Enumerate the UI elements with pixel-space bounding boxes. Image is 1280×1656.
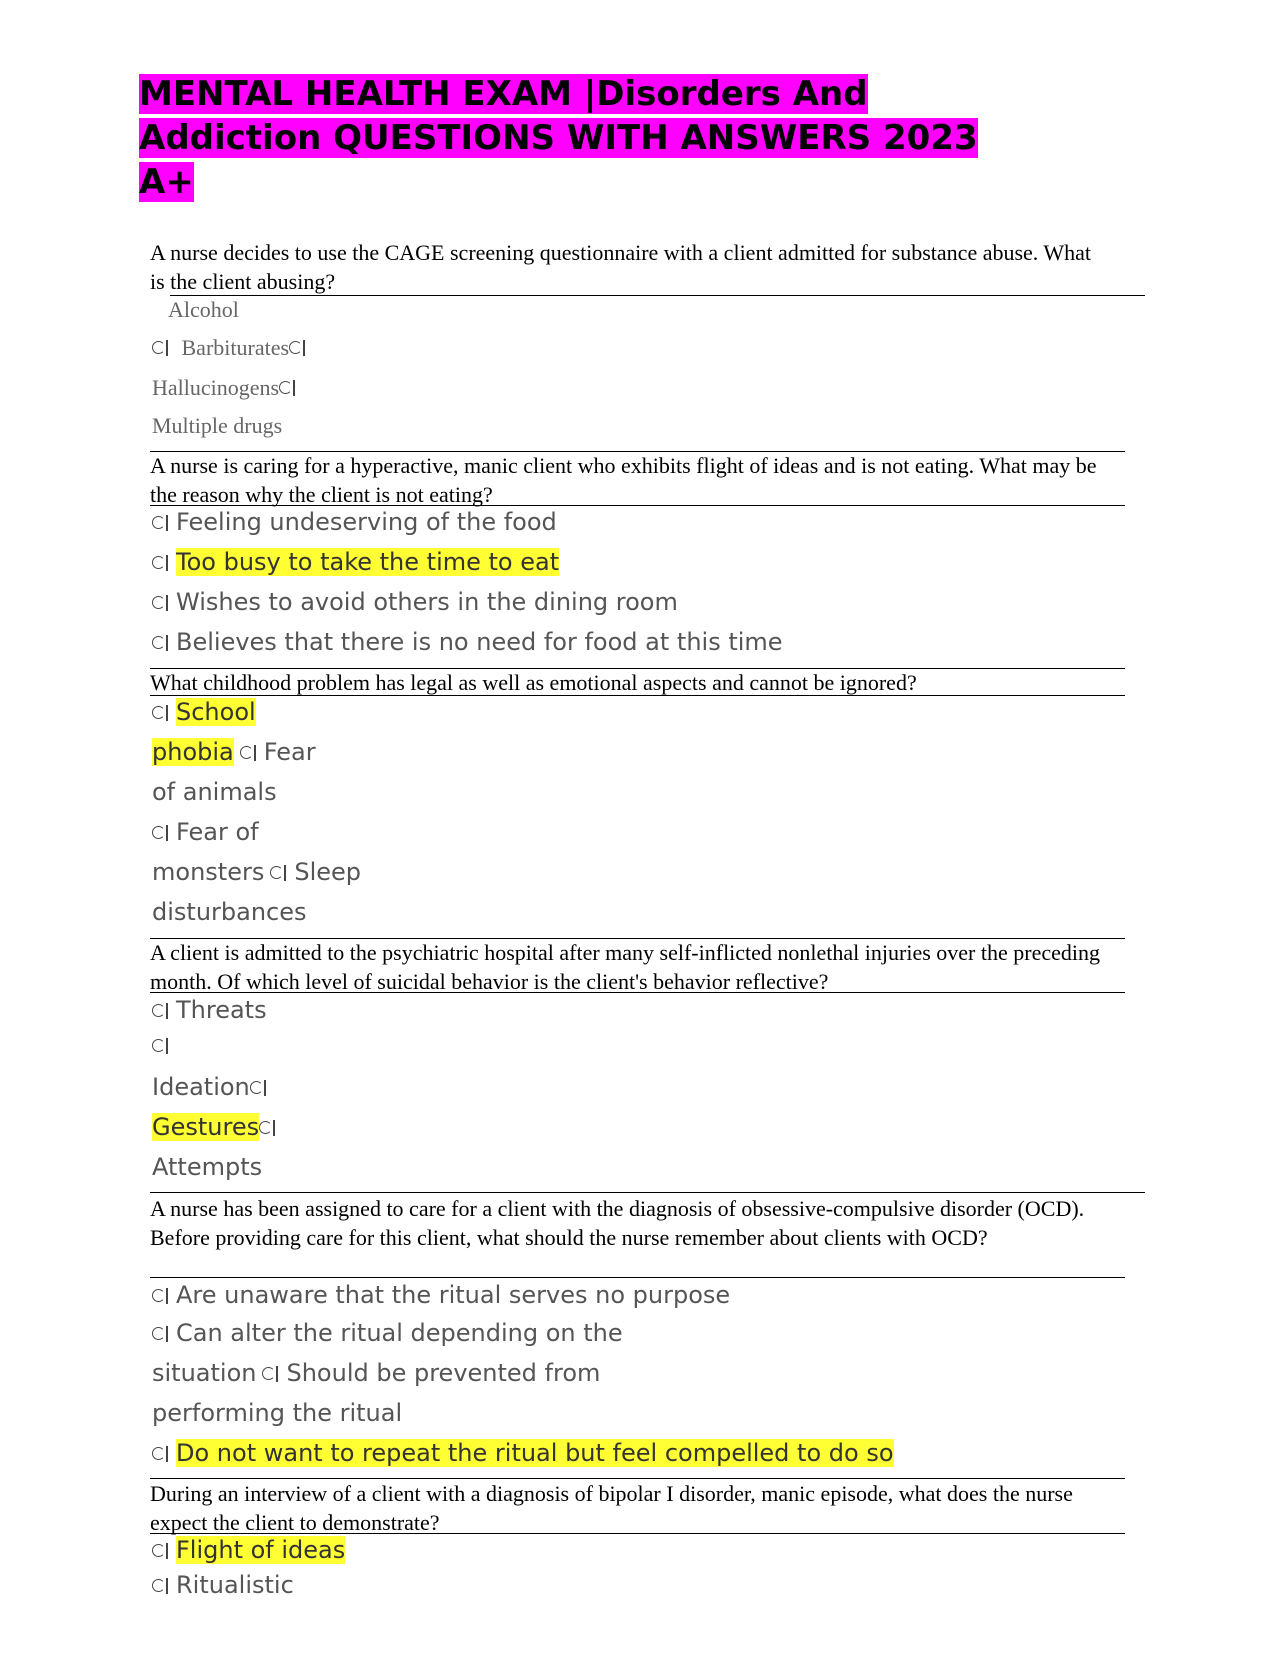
divider [150,1192,1145,1193]
radio-icon[interactable] [152,825,168,841]
q1-option-row [152,373,303,403]
q4-option-threats[interactable]: Threats [176,996,267,1024]
q4-option-row [152,995,267,1025]
divider [170,295,1145,296]
q6-option-ritualistic[interactable]: Ritualistic [176,1571,294,1599]
q3-option-school-answer[interactable]: School [176,698,256,726]
q5-option-row [152,1438,894,1468]
radio-icon[interactable] [240,745,256,761]
q5-option-a[interactable]: Are unaware that the ritual serves no purpose [176,1281,731,1309]
q1-option-row [152,333,313,363]
q2-option-a[interactable]: Feeling undeserving of the food [176,508,557,536]
radio-icon[interactable] [152,705,168,721]
q5-option-b-cont[interactable]: situation [152,1359,257,1387]
q5-option-d-answer[interactable]: Do not want to repeat the ritual but feel compelled to do so [176,1439,894,1467]
q4-option-gestures-answer[interactable]: Gestures [152,1113,260,1141]
radio-icon[interactable] [152,555,168,571]
radio-icon[interactable] [152,635,168,651]
q1-option-alcohol[interactable]: Alcohol [168,297,239,322]
q2-option-row [152,507,557,537]
q3-option-row [152,737,316,767]
q3-option-row [152,697,256,727]
document-title [139,72,1059,204]
q4-option-row [152,1030,176,1060]
divider [150,505,1125,506]
q2-option-d[interactable]: Believes that there is no need for food at this time [176,628,783,656]
q3-option-phobia-answer[interactable]: phobia [152,738,234,766]
q5-option-row [152,1318,623,1348]
q5-option-row [152,1280,730,1310]
radio-icon[interactable] [250,1080,266,1096]
question-5-text: A nurse has been assigned to care for a client with the diagnosis of obsessive-compulsive disorder (OCD). Before providing care for this client, what should the nurse remember about clients with OCD? [150,1196,1085,1250]
radio-icon[interactable] [152,515,168,531]
divider [150,695,1125,696]
q1-option-barbiturates[interactable]: Barbiturates [181,335,290,360]
radio-icon[interactable] [152,1003,168,1019]
radio-icon[interactable] [152,1543,168,1559]
q2-option-row [152,587,678,617]
radio-icon[interactable] [152,1578,168,1594]
q3-option-monsters[interactable]: monsters [152,858,265,886]
radio-icon[interactable] [152,1038,168,1054]
radio-icon[interactable] [152,1288,168,1304]
radio-icon[interactable] [289,340,305,356]
q2-option-b-answer[interactable]: Too busy to take the time to eat [176,548,560,576]
q4-option-row [152,1112,283,1142]
q3-option-fear-of[interactable]: Fear of [176,818,259,846]
radio-icon[interactable] [152,595,168,611]
question-6-text: During an interview of a client with a diagnosis of bipolar I disorder, manic episode, what does the nurse expect the client to demonstrate? [150,1481,1073,1535]
radio-icon[interactable] [270,865,286,881]
q4-option-ideation[interactable]: Ideation [152,1073,250,1101]
q1-option-multiple-drugs[interactable]: Multiple drugs [152,413,283,438]
q3-option-row [152,857,361,887]
q6-option-row [152,1570,294,1600]
q4-option-attempts[interactable]: Attempts [152,1153,263,1181]
q3-option-animals[interactable]: of animals [152,778,277,806]
radio-icon[interactable] [152,1326,168,1342]
question-2-text: A nurse is caring for a hyperactive, manic client who exhibits flight of ideas and is not eating. What may be the reason why the client is not eating? [150,453,1097,507]
radio-icon[interactable] [152,1446,168,1462]
q5-option-c-cont[interactable]: performing the ritual [152,1399,403,1427]
q3-option-fear[interactable]: Fear [263,738,316,766]
divider [150,992,1125,993]
divider [150,1533,1125,1534]
q1-option-hallucinogens[interactable]: Hallucinogens [152,375,280,400]
q4-option-row [152,1072,274,1102]
q5-option-row [152,1358,600,1388]
title-line-1: MENTAL HEALTH EXAM |Disorders And [139,74,868,114]
radio-icon[interactable] [279,380,295,396]
radio-icon[interactable] [262,1366,278,1382]
q5-option-c[interactable]: Should be prevented from [286,1359,601,1387]
title-line-3: A+ [139,162,194,202]
q5-option-b[interactable]: Can alter the ritual depending on the [176,1319,623,1347]
question-3-text: What childhood problem has legal as well as emotional aspects and cannot be ignored? [150,670,917,695]
q2-option-row [152,547,559,577]
q6-option-flight-answer[interactable]: Flight of ideas [176,1536,346,1564]
q2-option-row [152,627,783,657]
divider [150,1277,1125,1278]
radio-icon[interactable] [259,1120,275,1136]
title-line-2: Addiction QUESTIONS WITH ANSWERS 2023 [139,118,978,158]
q2-option-c[interactable]: Wishes to avoid others in the dining room [176,588,678,616]
q3-option-sleep[interactable]: Sleep [294,858,361,886]
radio-icon[interactable] [152,340,168,356]
question-1-text: A nurse decides to use the CAGE screening questionnaire with a client admitted for substance abuse. What is the client abusing? [150,240,1092,294]
q6-option-row [152,1535,345,1565]
question-4-text: A client is admitted to the psychiatric hospital after many self-inflicted nonlethal injuries over the preceding month. Of which level of suicidal behavior is the client's behavior reflective? [150,940,1100,994]
q3-option-disturbances[interactable]: disturbances [152,898,307,926]
q3-option-row [152,817,259,847]
